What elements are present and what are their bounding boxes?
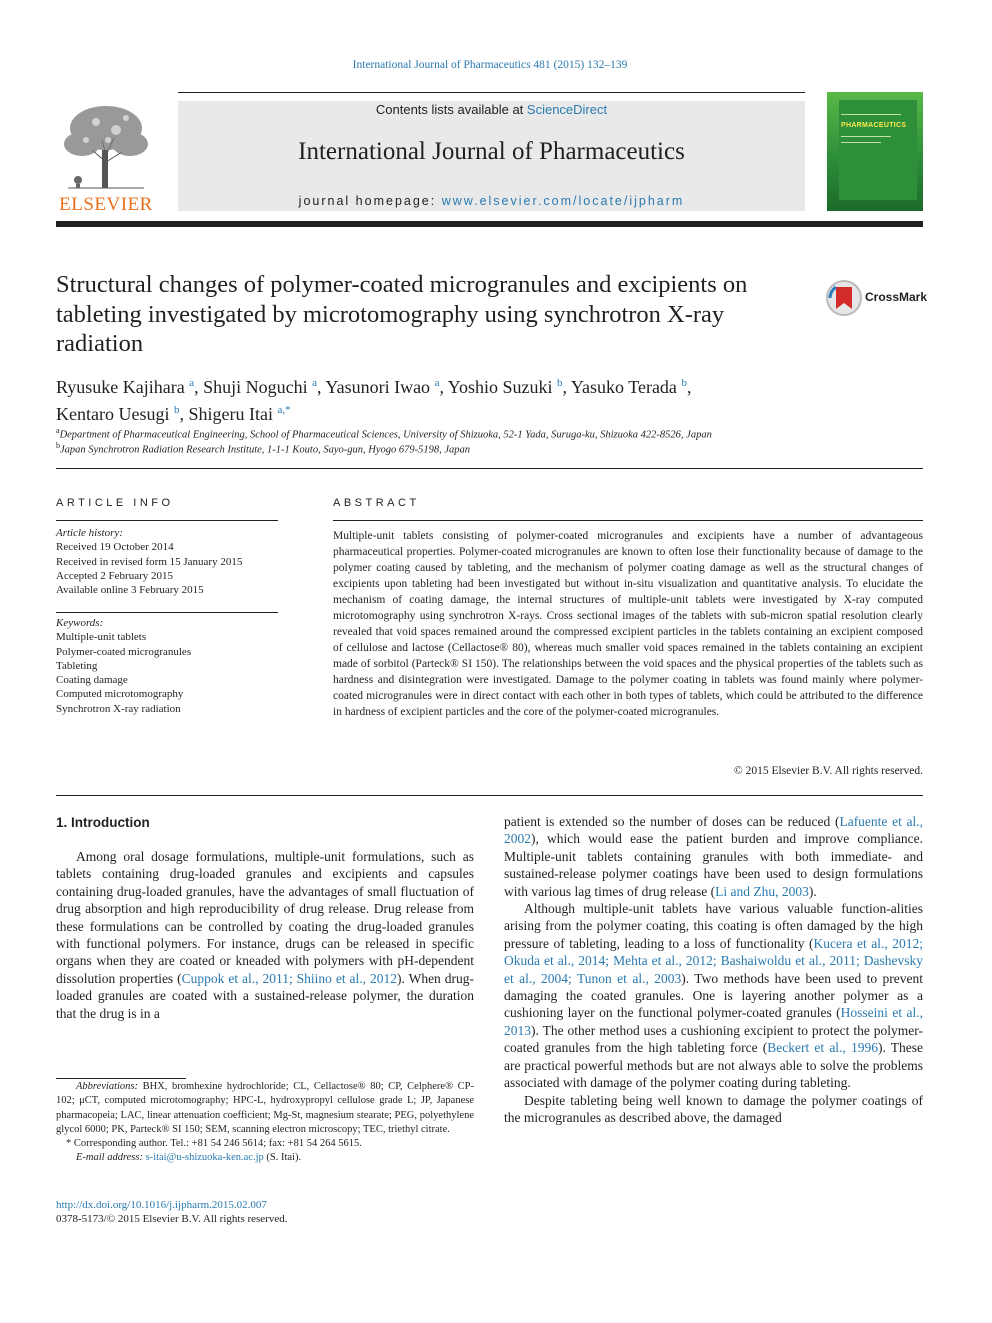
crossmark-label: CrossMark bbox=[865, 290, 928, 304]
history-item: Received 19 October 2014 bbox=[56, 541, 174, 554]
journal-homepage bbox=[178, 194, 805, 208]
author-name[interactable]: Yasuko Terada bbox=[570, 377, 677, 397]
cover-panel bbox=[839, 100, 917, 200]
journal-title: International Journal of Pharmaceutics bbox=[298, 138, 685, 165]
author-name[interactable]: Yoshio Suzuki bbox=[447, 377, 553, 397]
paragraph-text: ). When drug-loaded granules are coated with a sustained-release polymer, the duration that the drug is in a bbox=[56, 970, 474, 1021]
author-affiliation-mark[interactable]: a bbox=[312, 377, 318, 389]
author-name[interactable]: Kentaro Uesugi bbox=[56, 404, 170, 424]
history-label: Article history: bbox=[56, 527, 123, 539]
author-name[interactable]: Ryusuke Kajihara bbox=[56, 377, 185, 397]
citation-link[interactable]: Lafuente et al., 2002 bbox=[504, 814, 923, 847]
contents-prefix: Contents lists available at bbox=[375, 102, 527, 117]
body-paragraph bbox=[504, 813, 923, 900]
email-suffix: (S. Itai). bbox=[263, 1152, 302, 1164]
cover-line bbox=[841, 114, 901, 115]
citation-link[interactable]: Kucera et al., 2012; Okuda et al., 2014; Mehta et al., 2012; Bashaiwoldu et al., 2011; Dashevsky et al., 2004; Tunon et al., 2003 bbox=[504, 935, 923, 986]
affiliation-text: Japan Synchrotron Radiation Research Institute, 1-1-1 Kouto, Sayo-gun, Hyogo 679-5198, Japan bbox=[60, 444, 471, 456]
header-top-rule bbox=[178, 92, 805, 93]
paragraph-text: ). The other method uses a cushioning excipient to protect the polymer-coated granules from the high tableting force ( bbox=[504, 1022, 923, 1056]
section-heading-introduction: 1. Introduction bbox=[56, 815, 150, 830]
divider bbox=[56, 520, 278, 521]
doi-block bbox=[56, 1198, 288, 1227]
affiliation-text: Department of Pharmaceutical Engineering, School of Pharmaceutical Sciences, University of Shizuoka, 52-1 Yada, Suruga-ku, Shizuoka 422-8526, Japan bbox=[59, 429, 712, 441]
history-item: Accepted 2 February 2015 bbox=[56, 569, 173, 582]
citation-link[interactable]: Cuppok et al., 2011; Shiino et al., 2012 bbox=[181, 970, 397, 986]
author-name[interactable]: Shigeru Itai bbox=[188, 404, 273, 424]
paragraph-text: ). Two methods have been used to prevent damaging the coated granules. One is layering another polymer as a cushioning layer on the functional polymer-coated granules ( bbox=[504, 970, 923, 1021]
header-thick-rule bbox=[56, 221, 923, 227]
divider bbox=[56, 468, 923, 469]
keywords bbox=[56, 616, 286, 716]
crossmark-icon bbox=[825, 279, 863, 317]
author-affiliation-mark[interactable]: b bbox=[173, 404, 180, 416]
footnote-rule bbox=[56, 1078, 186, 1079]
paragraph-text: ). bbox=[808, 883, 817, 899]
paragraph-text: Among oral dosage formulations, multiple-unit formulations, such as tablets containing drug-loaded granules and excipients and capsules containing drug-loaded granules, have the advantages of small fluctuation of drug absorption and high reproducibility of drug release. Drug release from these formulations can be controlled by coating the drug-loaded granules with functional polymers. For instance, drugs can be released in specific organs when they are coated or kneaded with polymers with pH-dependent dissolution properties ( bbox=[56, 849, 474, 986]
crossmark-badge[interactable] bbox=[825, 279, 927, 319]
body-column-right bbox=[504, 813, 923, 1126]
affiliation-b bbox=[56, 441, 926, 456]
cover-line bbox=[841, 142, 881, 143]
author-list: Ryusuke Kajihara $^a$, Shuji Noguchi $^a$, Yasunori Iwao $^a$, Yoshio Suzuki $^b$, Yasuko Terada $^b$, Kentaro Uesugi $^b$, Shigeru Itai $^{a,*}$ bbox=[56, 377, 692, 424]
body-paragraph bbox=[504, 1092, 923, 1127]
divider bbox=[333, 520, 923, 521]
citation-link[interactable]: Beckert et al., 1996 bbox=[767, 1040, 878, 1056]
abbreviations-text: BHX, bromhexine hydrochloride; CL, Cellactose® 80; CP, Celphere® CP-102; μCT, computed microtomography; HPC-L, hydroxypropyl cellulose grade L; JP, Japanese pharmacopeia; LAC, linear attenuation coefficient; Mg-St, magnesium stearate; PEG, polyethylene glycol 6000; PK, Parteck® SI 150; SEM, scanning electron microscopy; TEC, triethyl citrate. bbox=[56, 1081, 474, 1135]
author-affiliation-mark[interactable]: b bbox=[557, 377, 563, 389]
corresponding-author-footnote: * Corresponding author. Tel.: +81 54 246 5614; fax: +81 54 264 5615. bbox=[66, 1138, 362, 1150]
affiliation-mark: b bbox=[56, 441, 60, 450]
author-name[interactable]: Yasunori Iwao bbox=[325, 377, 431, 397]
history-item: Received in revised form 15 January 2015 bbox=[56, 555, 243, 568]
citation-link[interactable]: Li and Zhu, 2003 bbox=[715, 883, 809, 899]
paragraph-text: ), which would ease the patient burden and improve compliance. Multiple-unit tablets containing granules with both immediate- and sustained-release polymer coatings have been used to design formulations with various lag times of drug release ( bbox=[504, 831, 923, 899]
keyword: Multiple-unit tablets bbox=[56, 631, 147, 644]
cover-title: PHARMACEUTICS bbox=[841, 122, 907, 129]
contents-line bbox=[178, 102, 805, 117]
author-affiliation-mark[interactable]: b bbox=[681, 377, 687, 389]
article-history bbox=[56, 526, 286, 597]
keyword: Polymer-coated microgranules bbox=[56, 645, 192, 658]
divider bbox=[56, 795, 923, 796]
elsevier-wordmark: ELSEVIER bbox=[59, 194, 153, 215]
abbreviations-label: Abbreviations: bbox=[76, 1081, 139, 1092]
issn-line: 0378-5173/© 2015 Elsevier B.V. All rights reserved. bbox=[56, 1213, 288, 1226]
keyword: Computed microtomography bbox=[56, 688, 184, 701]
paragraph-text: Although multiple-unit tablets have various valuable function-alities arising from the polymer coating, this coating is often damaged by the high pressure of tableting, leading to a loss of functionality ( bbox=[504, 901, 923, 951]
divider bbox=[56, 612, 278, 613]
author-name[interactable]: Shuji Noguchi bbox=[203, 377, 308, 397]
keyword: Tableting bbox=[56, 659, 98, 672]
body-paragraph bbox=[504, 900, 923, 1091]
footnotes bbox=[56, 1080, 474, 1166]
author-affiliation-mark[interactable]: a bbox=[189, 377, 195, 389]
author-affiliation-mark[interactable]: a bbox=[434, 377, 440, 389]
body-paragraph bbox=[56, 848, 474, 1022]
keyword: Synchrotron X-ray radiation bbox=[56, 702, 181, 715]
journal-cover-image bbox=[827, 92, 923, 211]
email-label: E-mail address: bbox=[76, 1152, 143, 1164]
paragraph-text: ). These are practical powerful methods but are not always able to solve the problems associated with damage of the polymer coating during tableting. bbox=[504, 1040, 924, 1091]
author-affiliation-mark[interactable]: a,* bbox=[277, 404, 291, 416]
doi-link[interactable]: http://dx.doi.org/10.1016/j.ijpharm.2015.02.007 bbox=[56, 1199, 267, 1211]
keywords-label: Keywords: bbox=[56, 617, 104, 629]
paragraph-text: Despite tableting being well known to damage the polymer coatings of the microgranules as described above, the damaged bbox=[504, 1092, 923, 1125]
citation-link[interactable]: Hosseini et al., 2013 bbox=[504, 1005, 923, 1038]
homepage-prefix: journal homepage: bbox=[298, 194, 442, 208]
abstract-heading: ABSTRACT bbox=[333, 497, 420, 509]
homepage-link[interactable]: www.elsevier.com/locate/ijpharm bbox=[441, 194, 685, 208]
body-column-left bbox=[56, 848, 474, 1022]
email-link[interactable]: s-itai@u-shizuoka-ken.ac.jp bbox=[145, 1152, 264, 1164]
journal-citation[interactable]: International Journal of Pharmaceutics 481 (2015) 132–139 bbox=[352, 59, 628, 71]
email-footnote bbox=[56, 1151, 474, 1165]
paragraph-text: patient is extended so the number of doses can be reduced ( bbox=[504, 814, 840, 829]
abstract-text: Multiple-unit tablets consisting of polymer-coated microgranules and excipients have a number of advantageous pharmaceutical properties. Polymer-coated microgranules are known to often lose their functionality because of damage to the polymer coating caused by tableting, and the mechanism of polymer coating damage as well as the structural changes of excipients upon tableting had been investigated but without in-situ visualization and quantitative analysis. To elucidate the mechanism of coating damage, the internal structures of multiple-unit tablets were investigated by X-ray computed microtomography using synchrotron X-rays. Cross sectional images of the tablets with sub-micron spatial resolution clearly revealed that void spaces remained around the compressed excipient particles in the tablets containing an excipient composed of cellulose and lactose (Cellactose® 80), whereas much smaller void spaces remained in the tablets containing an excipient made of sorbitol (Parteck® SI 150). The relationships between the void spaces and the physical properties of the tablets such as hardness and disintegration were investigated. Damage to the polymer coating in tablets was found mainly where polymer-coated microgranules were in direct contact with each other in both types of tablets, which could be attributed to the difference in hardness of excipient particles and the core of the polymer-coated microgranules. bbox=[333, 530, 923, 718]
affiliation-mark: a bbox=[56, 426, 60, 435]
article-info-heading: ARTICLE INFO bbox=[56, 497, 174, 509]
abbreviations-footnote bbox=[56, 1080, 474, 1137]
sciencedirect-link[interactable]: ScienceDirect bbox=[526, 102, 608, 117]
history-item: Available online 3 February 2015 bbox=[56, 584, 204, 597]
abstract-copyright: © 2015 Elsevier B.V. All rights reserved. bbox=[734, 765, 923, 777]
keyword: Coating damage bbox=[56, 674, 128, 687]
affiliation-a bbox=[56, 426, 926, 441]
cover-line bbox=[841, 136, 891, 137]
article-title: Structural changes of polymer-coated microgranules and excipients on tableting investigated by microtomography using synchrotron X-ray radiation bbox=[56, 271, 748, 357]
